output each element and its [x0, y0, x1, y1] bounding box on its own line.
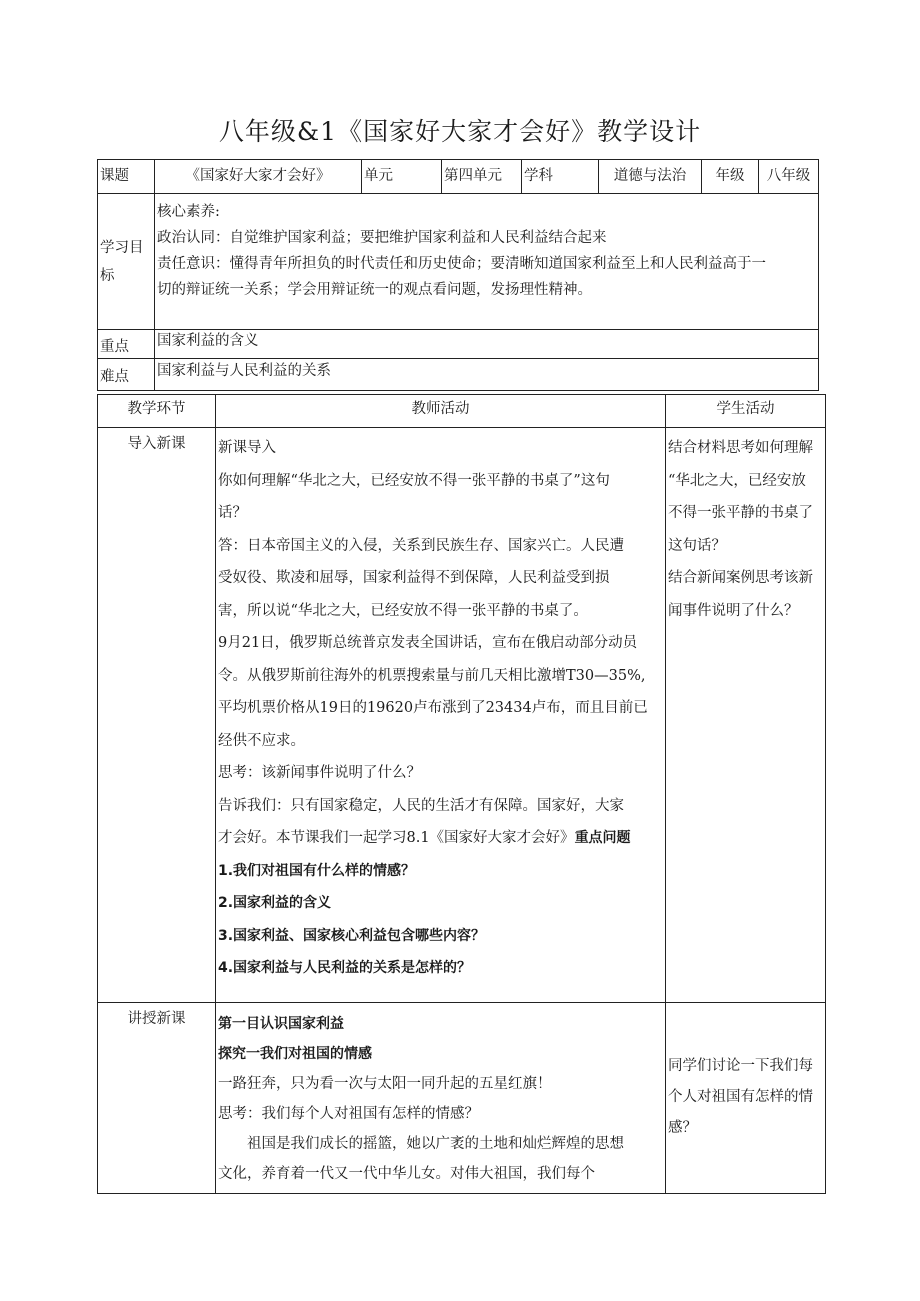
difficulty-value: 国家利益与人民利益的关系: [155, 359, 819, 391]
key-question: 2.国家利益的含义: [218, 895, 332, 911]
objectives-line: 责任意识：懂得青年所担负的时代责任和历史使命；要清晰知道国家利益至上和人民利益高于一: [157, 256, 766, 272]
teacher-activity-new: [216, 1003, 666, 1194]
student-line: 同学们讨论一下我们每: [668, 1058, 813, 1074]
info-table: [97, 159, 819, 391]
teacher-line-plain: 才会好。本节课我们一起学习8.1《国家好大家才会好》: [218, 830, 575, 846]
teacher-line: 害，所以说“华北之大，已经安放不得一张平静的书桌了。: [218, 602, 588, 619]
teacher-line: 答：日本帝国主义的入侵，关系到民族生存、国家兴亡。人民遭: [218, 537, 624, 554]
subject-value: 道德与法治: [599, 160, 702, 194]
teacher-line: 话？: [218, 505, 247, 521]
header-stage: 教学环节: [98, 395, 216, 428]
activity-table: [97, 394, 826, 1194]
objectives-line: 政治认同：自觉维护国家利益；要把维护国家利益和人民利益结合起来: [157, 230, 607, 246]
objectives-line: 切的辩证统一关系；学会用辩证统一的观点看问题，发扬理性精神。: [157, 282, 592, 298]
teacher-line: 一路狂奔，只为看一次与太阳一同升起的五星红旗！: [218, 1076, 552, 1092]
key-label: 重点: [98, 330, 155, 359]
teacher-line: 文化，养育着一代又一代中华儿女。对伟大祖国，我们每个: [218, 1166, 595, 1182]
student-line: 闻事件说明了什么？: [668, 602, 799, 619]
subject-label: 学科: [522, 160, 599, 194]
section-heading: 第一目认识国家利益: [218, 1016, 344, 1032]
section-heading: 探究一我们对祖国的情感: [218, 1046, 372, 1062]
student-line: 个人对祖国有怎样的情: [668, 1089, 813, 1105]
grade-label: 年级: [702, 160, 759, 194]
grade-value: 八年级: [759, 160, 819, 194]
teacher-line: 你如何理解“华北之大，已经安放不得一张平静的书桌了”这句: [218, 472, 610, 489]
course-label: 课题: [98, 160, 155, 194]
student-line: “华北之大，已经安放: [668, 472, 806, 489]
header-student: 学生活动: [666, 395, 826, 428]
course-value: 《国家好大家才会好》: [155, 160, 362, 194]
key-questions-label: 重点问题: [574, 830, 631, 846]
teacher-line: 思考：我们每个人对祖国有怎样的情感？: [218, 1106, 479, 1122]
teacher-line: 祖国是我们成长的摇篮，她以广袤的土地和灿烂辉煌的思想: [247, 1136, 624, 1152]
unit-value: 第四单元: [442, 160, 522, 194]
stage-new-lesson: 讲授新课: [98, 1003, 216, 1194]
teacher-line: 9月21日，俄罗斯总统普京发表全国讲话，宣布在俄启动部分动员: [218, 635, 638, 651]
teacher-line: 平均机票价格从19日的19620卢布涨到了23434卢布，而且目前已: [218, 700, 648, 716]
teacher-line: 受奴役、欺凌和屈辱，国家利益得不到保障，人民利益受到损: [218, 570, 610, 586]
objectives-label: 学习目标: [98, 194, 155, 330]
key-value: 国家利益的含义: [155, 330, 819, 359]
document-title: 八年级&1《国家好大家才会好》教学设计: [218, 117, 702, 146]
teacher-line: 告诉我们：只有国家稳定，人民的生活才有保障。国家好，大家: [218, 797, 624, 814]
student-line: 这句话？: [668, 537, 726, 554]
unit-label: 单元: [362, 160, 442, 194]
teacher-line: 经供不应求。: [218, 732, 305, 749]
objectives-line: 核心素养:: [157, 204, 220, 220]
key-question: 3.国家利益、国家核心利益包含哪些内容？: [218, 927, 486, 944]
key-question: 1.我们对祖国有什么样的情感？: [218, 862, 416, 879]
teacher-activity-intro: [216, 428, 666, 1003]
student-line: 结合材料思考如何理解: [668, 440, 813, 456]
teacher-line-mixed: [218, 822, 663, 855]
student-activity-new: [666, 1003, 826, 1194]
difficulty-label: 难点: [98, 359, 155, 391]
stage-intro: 导入新课: [98, 428, 216, 1003]
header-teacher: 教师活动: [216, 395, 666, 428]
key-question: 4.国家利益与人民利益的关系是怎样的？: [218, 960, 472, 976]
teacher-line: 思考：该新闻事件说明了什么？: [218, 765, 421, 781]
teacher-line: 新课导入: [218, 440, 276, 456]
student-line: 结合新闻案例思考该新: [668, 570, 813, 586]
student-line: 感？: [668, 1120, 697, 1136]
teacher-line: 令。从俄罗斯前往海外的机票搜索量与前几天相比激增T30—35%,: [218, 667, 646, 684]
objectives-content: [155, 194, 819, 330]
student-activity-intro: [666, 428, 826, 1003]
student-line: 不得一张平静的书桌了: [668, 505, 813, 521]
